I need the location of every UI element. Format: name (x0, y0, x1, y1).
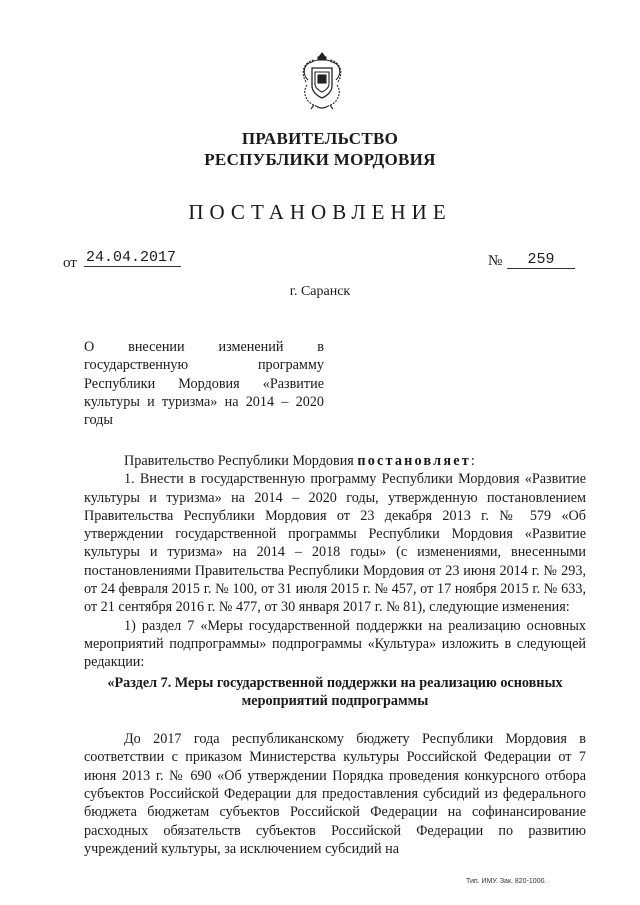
date-label: от (63, 255, 77, 271)
document-subject: О внесении изменений в государственную программу Республики Мордовия «Развитие культуры и туризма» на 2014 – 2020 годы (84, 339, 324, 429)
number-label: № (488, 253, 503, 269)
document-type: ПОСТАНОВЛЕНИЕ (188, 200, 452, 224)
government-title-line1: ПРАВИТЕЛЬСТВО (241, 129, 399, 148)
section-heading-line2: мероприятий подпрограммы (241, 692, 429, 709)
number-value: 259 (507, 251, 575, 269)
document-body (84, 452, 586, 858)
government-title-line2: РЕСПУБЛИКИ МОРДОВИЯ (204, 150, 436, 169)
intro-keyword: постановляет (357, 453, 471, 469)
coat-of-arms-icon (298, 50, 346, 112)
date-value: 24.04.2017 (84, 249, 181, 267)
city: г. Саранск (289, 284, 351, 299)
intro-colon: : (470, 453, 475, 469)
item-1: 1. Внести в государственную программу Республики Мордовия «Развитие культуры и туризма» на 2014 – 2020 годы, утвержденную постановлением Правительства Республики Мордовия от 23 декабря 2013 г. № 579 «Об утверждении государственной программы Республики Мордовия «Развитие культуры и туризма» на 2014 – 2018 годы» (с изменениями, внесенными постановлениями Правительства Республики Мордовия от 23 июня 2014 г. № 293, от 24 февраля 2015 г. № 100, от 31 июля 2015 г. № 457, от 17 ноября 2015 г. № 633, от 21 сентября 2016 г. № 477, от 30 января 2017 г. № 81), следующие изменения: (84, 471, 586, 616)
section-paragraph: До 2017 года республиканскому бюджету Республики Мордовия в соответствии с приказом Министерства культуры Российской Федерации от 7 июня 2013 г. № 690 «Об утверждении Порядка проведения конкурсного отбора субъектов Российской Федерации для предоставления субсидий из федерального бюджета бюджетам субъектов Российской Федерации на софинансирование расходных обязательств субъектов Российской Федерации по развитию учреждений культуры, за исключением субсидий на (84, 731, 586, 857)
spacer (84, 710, 586, 730)
intro-lead: Правительство Республики Мордовия (124, 453, 354, 469)
print-note: Тип. ИМУ. Зак. 820-1000. (466, 878, 547, 885)
item-1-1: 1) раздел 7 «Меры государственной поддержки на реализацию основных мероприятий подпрограммы» подпрограммы «Культура» изложить в следующей редакции: (84, 617, 586, 671)
intro-paragraph (84, 452, 586, 470)
section-heading-line1: «Раздел 7. Меры государственной поддержки на реализацию основных (107, 674, 563, 691)
